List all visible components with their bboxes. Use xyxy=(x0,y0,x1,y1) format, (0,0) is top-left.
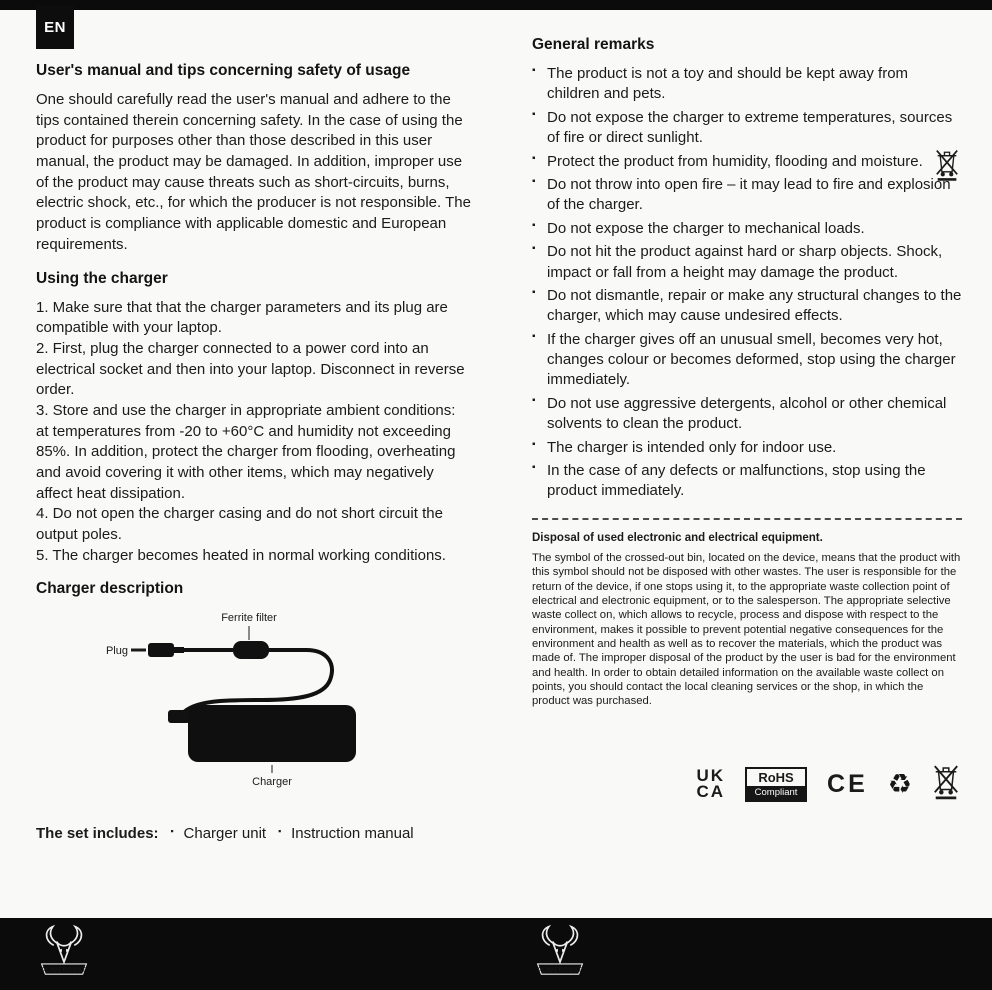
using-charger-steps xyxy=(36,298,472,567)
safety-section-title: User's manual and tips concerning safety of usage xyxy=(36,62,411,79)
charger-brick-icon xyxy=(188,705,356,762)
disposal-title: Disposal of used electronic and electrical equipment. xyxy=(532,531,823,544)
step-item: 5. The charger becomes heated in normal working conditions. xyxy=(36,546,446,564)
set-includes-label: The set includes: xyxy=(36,825,159,843)
charger-description-title: Charger description xyxy=(36,580,184,598)
recycle-icon: ♻ xyxy=(887,768,912,799)
remark-item: ▪ Do not expose the charger to mechanical loads. xyxy=(532,219,962,239)
remark-item: ▪ Do not dismantle, repair or make any structural changes to the charger, which may cause undesired effects. xyxy=(532,286,962,327)
set-includes-item: ▪ Charger unit xyxy=(171,825,267,842)
set-includes-row xyxy=(36,825,472,842)
remark-item: ▪ The product is not a toy and should be kept away from children and pets. xyxy=(532,64,962,105)
language-badge-label: EN xyxy=(44,18,66,36)
weee-bin-icon xyxy=(932,763,960,806)
brand-logo xyxy=(36,921,92,982)
disposal-body: The symbol of the crossed-out bin, located on the device, means that the product with this symbol should not be disposed with other wastes. The user is responsible for the return of the device, if one stops using it, to the appropriate waste collection point of electrical and electronic equipment, or to the salesperson. The appropriate selective waste collect on, which allows to recycle, process and dispose with respect to the environment, makes it possible to prevent potential negative consequences for the environment and health as well as to recover the materials, which the product was made of. The improper disposal of the product by the user is bad for the environment and health. In order to obtain detailed information on the available waste collect on points, you should contact the local cleaning services or the shop, in which the product was purchased. xyxy=(532,551,961,708)
remark-item: ▪ Do not throw into open fire – it may lead to fire and explosion of the charger. xyxy=(532,175,962,216)
step-item: 2. First, plug the charger connected to a power cord into an electrical socket and then into your laptop. Disconnect in reverse order. xyxy=(36,339,465,399)
brand-logo xyxy=(532,921,588,982)
rohs-mark-sublabel: Compliant xyxy=(747,786,805,800)
using-charger-title: Using the charger xyxy=(36,269,168,287)
left-column xyxy=(36,62,472,842)
compliance-marks-row xyxy=(532,763,962,806)
ukca-mark xyxy=(696,765,726,802)
remark-item: ▪ Do not use aggressive detergents, alcohol or other chemical solvents to clean the product. xyxy=(532,394,962,435)
language-badge xyxy=(36,5,74,49)
step-item: 1. Make sure that that the charger parameters and its plug are compatible with your laptop. xyxy=(36,298,448,337)
ferrite-filter-icon xyxy=(233,641,269,659)
weee-bin-icon xyxy=(934,148,960,187)
ukca-mark-top: UK xyxy=(696,765,726,785)
charger-diagram xyxy=(94,608,472,795)
remark-item: ▪ Do not hit the product against hard or sharp objects. Shock, impact or fall from a height may damage the product. xyxy=(532,242,962,283)
top-bar xyxy=(0,0,992,10)
step-item: 3. Store and use the charger in appropriate ambient conditions: at temperatures from -20 to +60°C and humidity not exceeding 85%. In addition, protect the charger from flooding, overheating and avoid covering it with other items, which may negatively affect heat dissipation. xyxy=(36,401,456,502)
plug-label: Plug xyxy=(105,645,128,658)
remark-item: ▪ If the charger gives off an unusual smell, becomes very hot, changes colour or becomes deformed, stop using the charger immediately. xyxy=(532,330,962,391)
general-remarks-list xyxy=(532,64,962,502)
right-column xyxy=(532,36,962,806)
ukca-mark-bottom: CA xyxy=(696,782,726,802)
charger-label: Charger xyxy=(252,776,292,789)
remark-item: ▪ Protect the product from humidity, flooding and moisture. xyxy=(532,152,962,172)
brand-name: POWERGOAT xyxy=(41,967,87,974)
plug-icon xyxy=(148,643,184,657)
goat-icon xyxy=(532,921,588,977)
step-item: 4. Do not open the charger casing and do not short circuit the output poles. xyxy=(36,505,443,544)
remark-item: ▪ The charger is intended only for indoor use. xyxy=(532,438,962,458)
dashed-separator xyxy=(532,518,962,520)
set-includes-item: ▪ Instruction manual xyxy=(278,825,414,842)
remark-item: ▪ In the case of any defects or malfunctions, stop using the product immediately. xyxy=(532,461,962,502)
rohs-mark-label: RoHS xyxy=(758,769,794,785)
ferrite-filter-label: Ferrite filter xyxy=(221,612,277,625)
rohs-mark xyxy=(745,767,807,802)
ce-mark: CE xyxy=(827,769,868,798)
charger-diagram-svg xyxy=(94,608,394,790)
bottom-bar xyxy=(0,918,992,990)
remark-item: ▪ Do not expose the charger to extreme temperatures, sources of fire or direct sunlight. xyxy=(532,108,962,149)
brand-name: POWERGOAT xyxy=(537,967,583,974)
general-remarks-title: General remarks xyxy=(532,36,655,53)
goat-icon xyxy=(36,921,92,977)
safety-section-body: One should carefully read the user's manual and adhere to the tips contained therein concerning safety. In the case of using the product for purposes other than those described in this user manual, the product may be damaged. In addition, improper use of the product may cause threats such as short-circuits, burns, electric shock, etc., for which the producer is not responsible. The product is compliance with applicable domestic and European requirements. xyxy=(36,91,471,253)
